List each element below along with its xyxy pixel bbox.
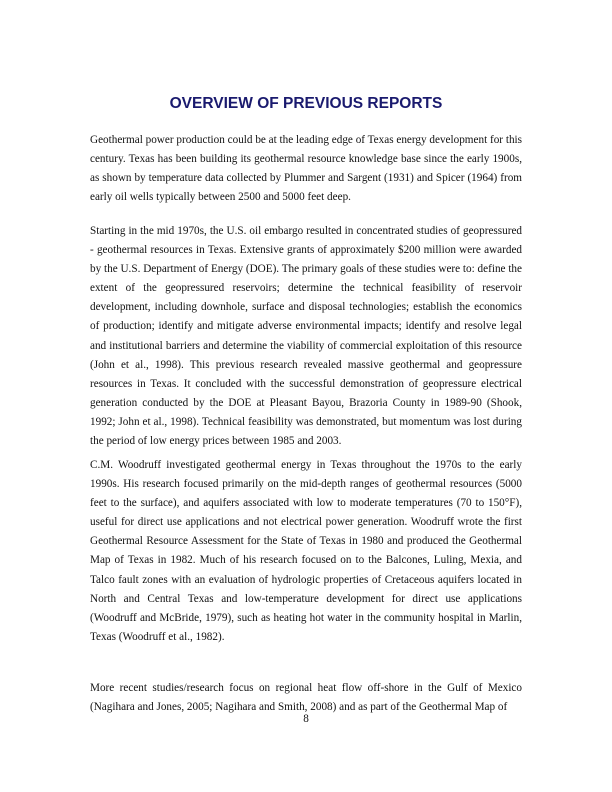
paragraph-intro: Geothermal power production could be at the leading edge of Texas energy development for this century. Texas has been building its geothermal resource knowledge base since the early 1900s, as shown by temperature data collected by Plummer and Sargent (1931) and Spicer (1964) from early oil wells typically between 2500 and 5000 feet deep. [90,134,522,204]
paragraph-woodruff: C.M. Woodruff investigated geothermal energy in Texas throughout the 1970s to the early 1990s. His research focused primarily on the mid-depth ranges of geothermal resources (5000 feet to the surface), and aquifers associated with low to moderate temperatures (70 to 150°F), useful for direct use applications and not electrical power generation. Woodruff wrote the first Geothermal Resource Assessment for the State of Texas in 1980 and produced the Geothermal Map of Texas in 1982. Much of his research focused on to the Balcones, Luling, Mexia, and Talco fault zones with an evaluation of hydrologic properties of Cretaceous aquifers located in North and Central Texas and low-temperature development for direct use applications (Woodruff and McBride, 1979), such as heating hot water in the community hospital in Marlin, Texas (Woodruff et al., 1982). [90,459,522,643]
paragraph-doe-studies: Starting in the mid 1970s, the U.S. oil embargo resulted in concentrated studies of geopressured - geothermal resources in Texas. Extensive grants of approximately $200 million were awarded by the U.S. Department of Energy (DOE). The primary goals of these studies were to: define the extent of the geopressured reservoirs; determine the technical feasibility of reservoir development, including downhole, surface and disposal technologies; establish the economics of production; identify and mitigate adverse environmental impacts; identify and resolve legal and institutional barriers and determine the viability of commercial exploitation of this resource (John et al., 1998). This previous research revealed massive geothermal and geopressure resources in Texas. It concluded with the successful demonstration of geopressure electrical generation conducted by the DOE at Pleasant Bayou, Brazoria County in 1989-90 (Shook, 1992; John et al., 1998). Technical feasibility was demonstrated, but momentum was lost during the period of low energy prices between 1985 and 2003. [90,225,522,448]
paragraph-recent-studies: More recent studies/research focus on regional heat flow off-shore in the Gulf of Mexico (Nagihara and Jones, 2005; Nagihara and Smith, 2008) and as part of the Geothermal Map of [90,682,522,714]
section-title: OVERVIEW OF PREVIOUS REPORTS [169,95,443,112]
page-number: 8 [303,713,309,725]
